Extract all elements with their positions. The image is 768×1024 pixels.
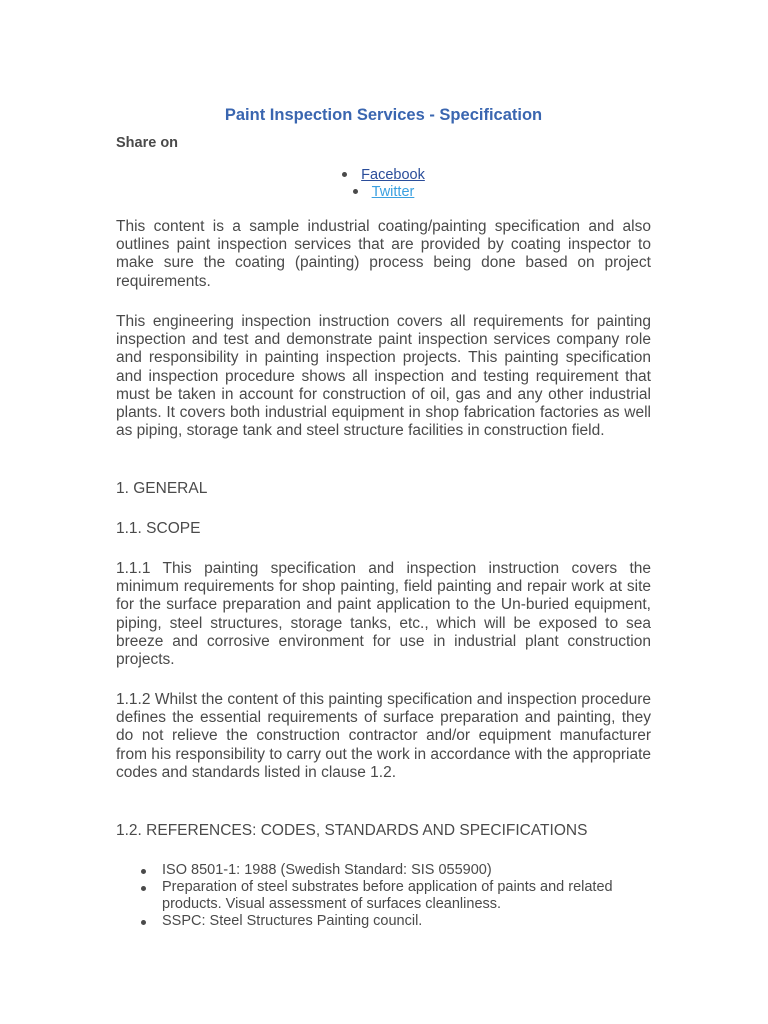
bullet-icon — [141, 920, 146, 925]
bullet-icon — [141, 869, 146, 874]
share-links-list — [116, 167, 651, 201]
share-item-twitter — [116, 184, 651, 201]
bullet-icon — [342, 172, 347, 177]
intro-paragraph: This content is a sample industrial coating/painting specification and also outlines paint inspection services that are provided by coating inspector to make sure the coating (painting) process being done based on project requirements. — [116, 218, 651, 290]
references-list — [116, 862, 651, 930]
list-item: SSPC: Steel Structures Painting council. — [116, 913, 651, 930]
section-heading-general: 1. GENERAL — [116, 480, 208, 497]
section-heading-references: 1.2. REFERENCES: CODES, STANDARDS AND SPECIFICATIONS — [116, 822, 588, 839]
list-item: Preparation of steel substrates before application of paints and related products. Visual assessment of surfaces cleanliness. — [116, 879, 651, 913]
scope-paragraph-2: 1.1.2 Whilst the content of this painting specification and inspection procedure defines the essential requirements of surface preparation and painting, they do not relieve the construction contractor and/or equipment manufacturer from his responsibility to carry out the work in accordance with the appropriate codes and standards listed in clause 1.2. — [116, 691, 651, 781]
instruction-paragraph: This engineering inspection instruction covers all requirements for painting inspection and test and demonstrate paint inspection services company role and responsibility in painting inspection projects. This painting specification and inspection procedure shows all inspection and testing requirement that must be taken in account for construction of oil, gas and any other industrial plants. It covers both industrial equipment in shop fabrication factories as well as piping, storage tank and steel structure facilities in construction field. — [116, 313, 651, 440]
facebook-link[interactable]: Facebook — [361, 167, 425, 183]
list-item: ISO 8501-1: 1988 (Swedish Standard: SIS 055900) — [116, 862, 651, 879]
twitter-link[interactable]: Twitter — [371, 184, 415, 200]
share-item-facebook — [116, 167, 651, 184]
section-heading-scope: 1.1. SCOPE — [116, 520, 201, 537]
share-label: Share on — [116, 135, 179, 151]
bullet-icon — [353, 189, 358, 194]
bullet-icon — [141, 886, 146, 891]
scope-paragraph-1: 1.1.1 This painting specification and inspection instruction covers the minimum requirements for shop painting, field painting and repair work at site for the surface preparation and paint application to the Un-buried equipment, piping, steel structures, storage tanks, etc., which will be exposed to sea breeze and corrosive environment for use in industrial plant construction projects. — [116, 560, 651, 669]
page-title: Paint Inspection Services - Specification — [224, 106, 543, 124]
